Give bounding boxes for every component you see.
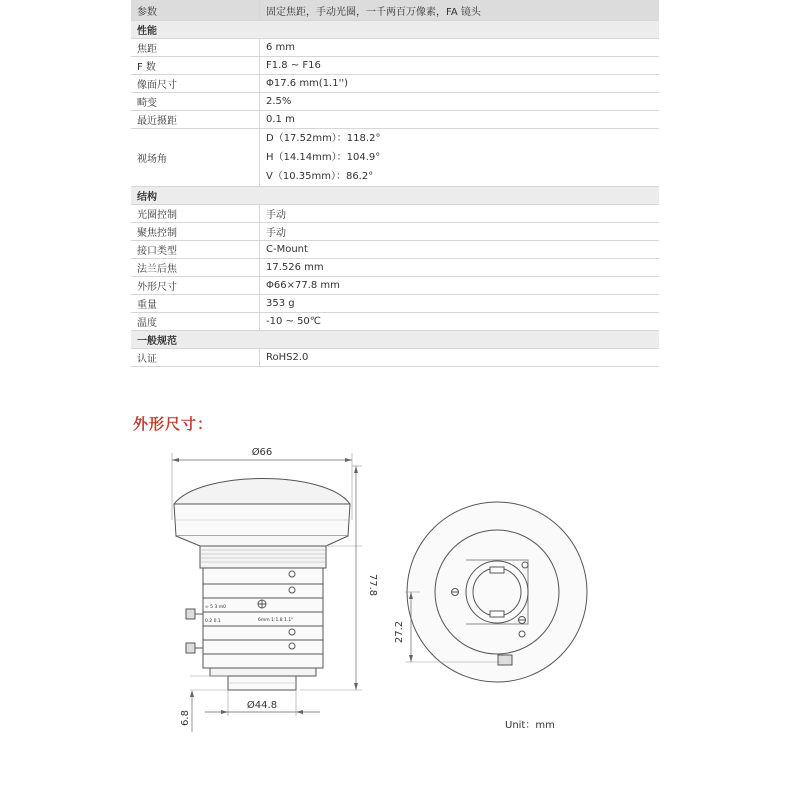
section-title: 性能: [131, 21, 659, 39]
row-value: 手动: [260, 205, 660, 223]
lens-side-view: [172, 453, 362, 732]
unit-label: Unit：mm: [505, 720, 555, 731]
row-value: 6 mm: [260, 39, 660, 57]
row-value-line: H（14.14mm）：104.9°: [266, 152, 381, 163]
row-key: 光圈控制: [131, 205, 260, 223]
row-value-line: D（17.52mm）：118.2°: [266, 133, 381, 144]
row-key: 畸变: [131, 93, 260, 111]
row-value: Φ66×77.8 mm: [260, 277, 660, 295]
offset-label: 27.2: [394, 620, 405, 644]
row-value: 17.526 mm: [260, 259, 660, 277]
header-value: 固定焦距，手动光圈，一千两百万像素，FA 镜头: [260, 0, 660, 21]
row-key: F 数: [131, 57, 260, 75]
row-key: 认证: [131, 349, 260, 367]
row-key: 像面尺寸: [131, 75, 260, 93]
height-label: 77.8: [367, 573, 378, 597]
row-key: 外形尺寸: [131, 277, 260, 295]
row-key: 最近摄距: [131, 111, 260, 129]
header-key: 参数: [131, 0, 260, 21]
row-key: 法兰后焦: [131, 259, 260, 277]
row-key: 视场角: [131, 129, 260, 187]
row-key: 聚焦控制: [131, 223, 260, 241]
lens-mark-distance: ∞ 5 3 m0: [205, 605, 227, 610]
row-value: 2.5%: [260, 93, 660, 111]
row-value: F1.8 ~ F16: [260, 57, 660, 75]
row-value: 0.1 m: [260, 111, 660, 129]
lens-mark-model: 6mm 1:1.8 1.1": [258, 618, 294, 623]
mount-diameter-label: Ø44.8: [246, 700, 278, 711]
row-value: Φ17.6 mm(1.1''): [260, 75, 660, 93]
row-value: 手动: [260, 223, 660, 241]
row-value: -10 ~ 50℃: [260, 313, 660, 331]
row-key: 接口类型: [131, 241, 260, 259]
row-key: 焦距: [131, 39, 260, 57]
diameter-label: Ø66: [251, 447, 273, 458]
lens-mark-aperture: 0.2 0.1: [205, 619, 221, 624]
row-value: RoHS2.0: [260, 349, 660, 367]
row-value: C-Mount: [260, 241, 660, 259]
flange-label: 6.8: [180, 710, 191, 726]
row-value: 353 g: [260, 295, 660, 313]
row-key: 温度: [131, 313, 260, 331]
row-value-line: V（10.35mm）：86.2°: [266, 171, 374, 182]
row-key: 重量: [131, 295, 260, 313]
section-title: 一般规范: [131, 331, 659, 349]
lens-rear-view: [405, 502, 587, 682]
dimensions-title: 外形尺寸：: [133, 415, 214, 433]
section-title: 结构: [131, 187, 659, 205]
